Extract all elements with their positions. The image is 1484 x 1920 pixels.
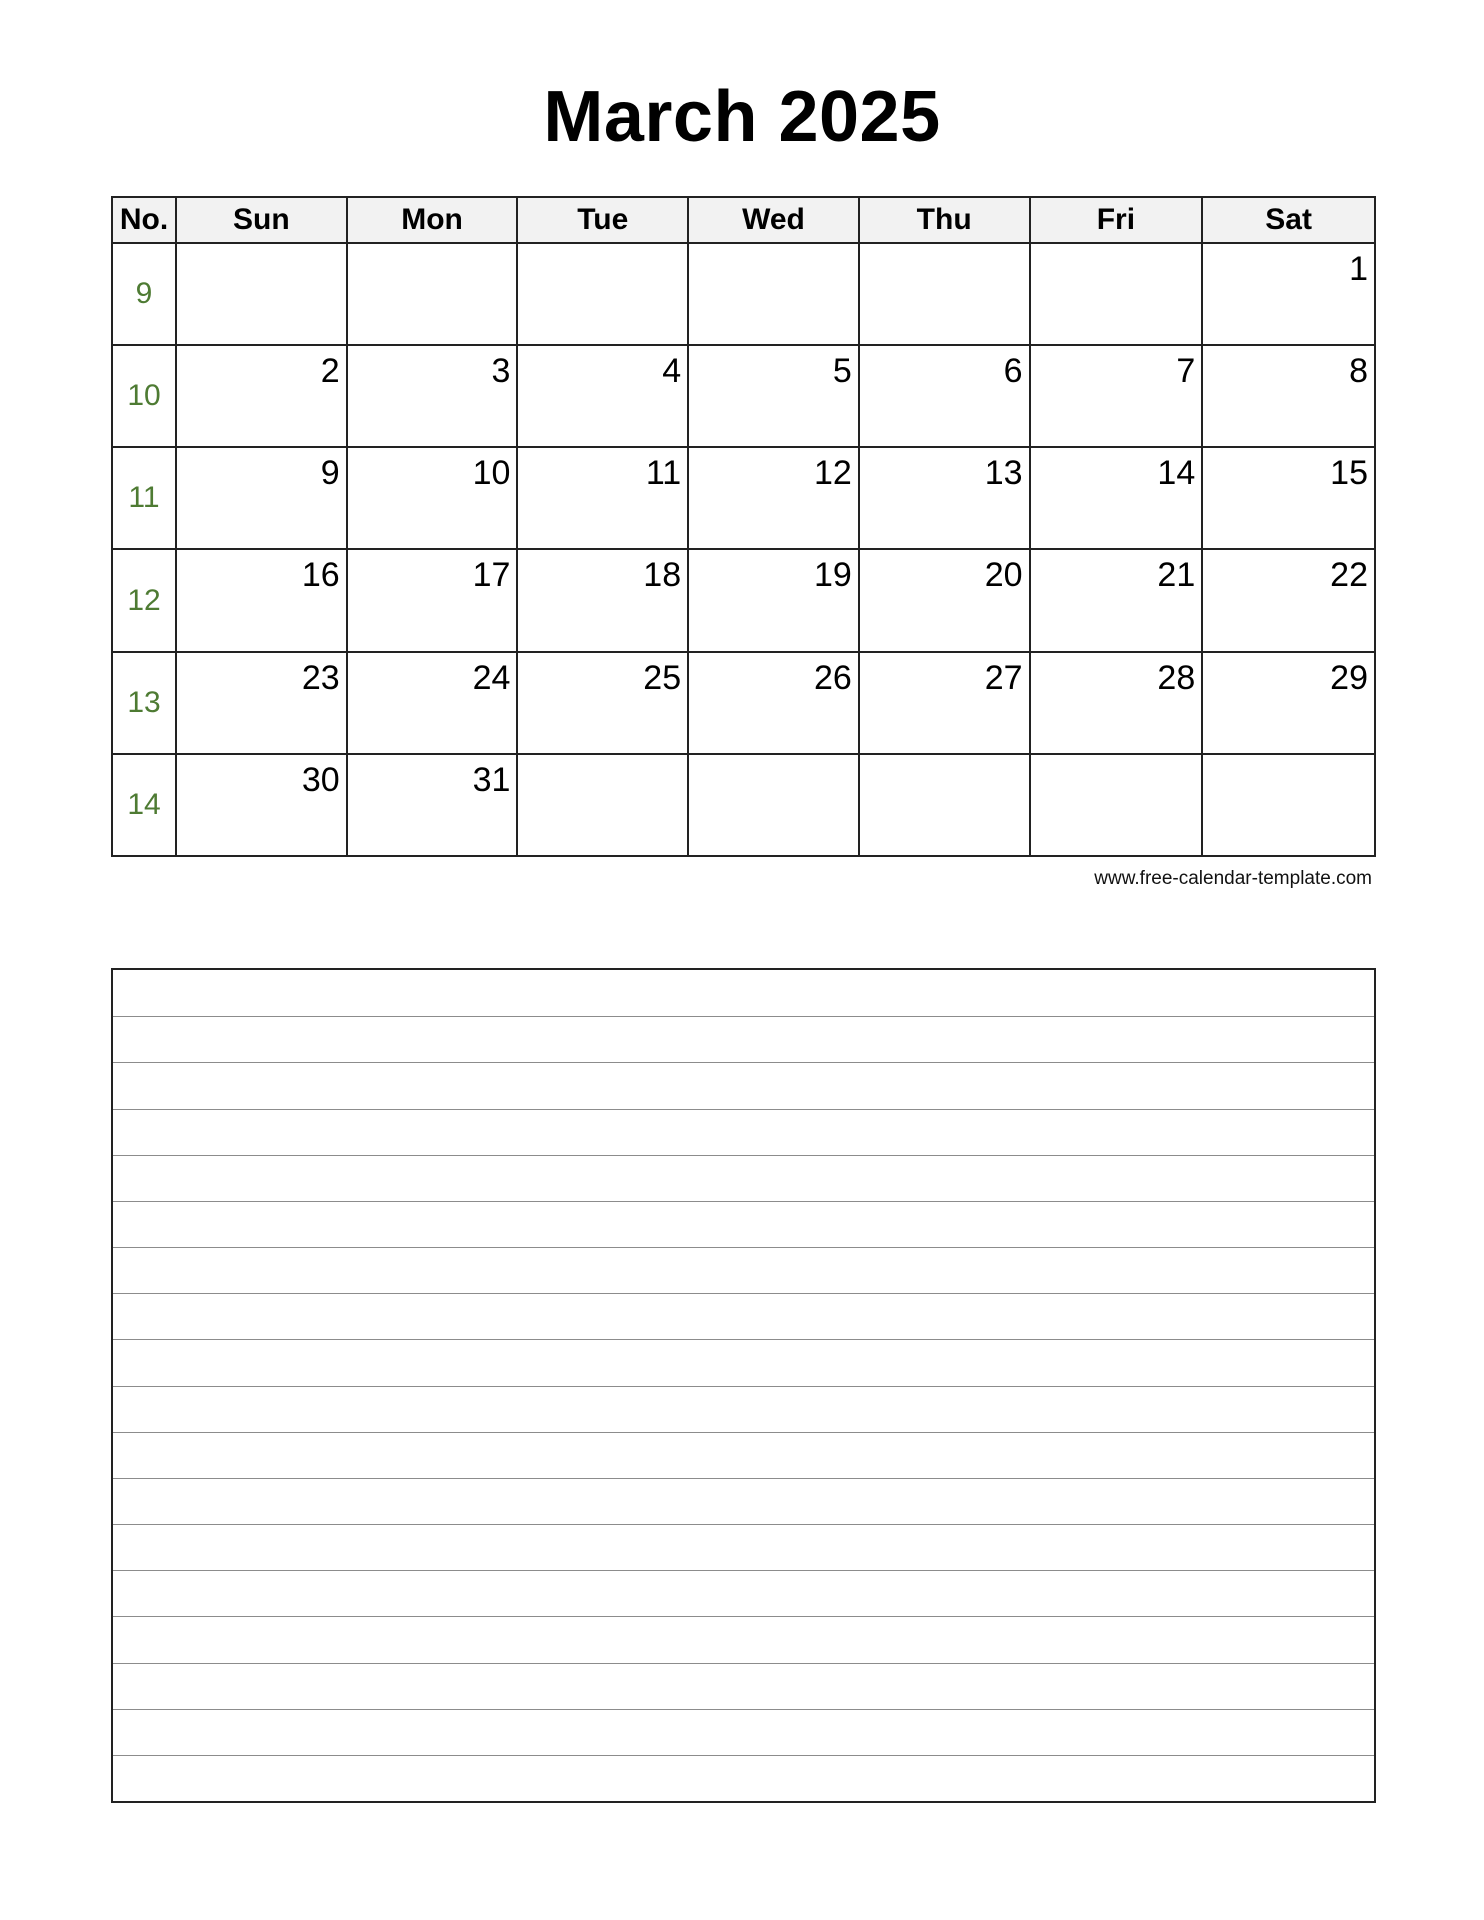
day-cell[interactable] [859,652,1030,754]
day-number: 6 [1003,352,1023,391]
website-link[interactable]: www.free-calendar-template.com [1094,868,1372,889]
day-number: 19 [813,556,852,595]
day-cell[interactable] [1202,345,1375,447]
day-cell[interactable] [176,549,347,651]
note-line [113,1709,1374,1710]
day-number: 8 [1349,352,1368,391]
day-number: 15 [1330,454,1368,493]
note-line [113,1155,1374,1156]
day-cell[interactable] [859,345,1030,447]
header-wed: Wed [688,197,859,243]
week-number: 13 [112,652,176,754]
day-cell[interactable] [859,447,1030,549]
day-number: 1 [1349,250,1368,288]
day-number: 11 [645,454,682,493]
day-number: 18 [643,556,682,595]
day-number: 27 [984,658,1023,697]
day-number: 23 [301,658,340,697]
day-number: 16 [301,556,340,595]
day-number: 25 [643,658,682,697]
day-cell[interactable] [1202,447,1375,549]
day-number: 29 [1330,658,1368,697]
week-number: 9 [112,243,176,345]
day-cell[interactable] [517,345,688,447]
header-sat: Sat [1202,197,1375,243]
note-line [113,1339,1374,1340]
day-cell[interactable] [347,652,518,754]
header-fri: Fri [1030,197,1203,243]
day-cell[interactable] [517,549,688,651]
day-cell[interactable] [688,652,859,754]
day-cell[interactable] [347,447,518,549]
day-cell[interactable] [1030,345,1203,447]
note-line [113,1524,1374,1525]
week-number: 11 [112,447,176,549]
week-row [112,652,1375,754]
day-cell[interactable] [517,754,688,856]
day-cell[interactable] [517,447,688,549]
day-cell[interactable] [1030,754,1203,856]
day-number: 13 [984,454,1023,493]
day-number: 17 [472,556,511,595]
week-row [112,447,1375,549]
note-line [113,1570,1374,1571]
day-cell[interactable] [1030,243,1203,345]
day-cell[interactable] [1202,652,1375,754]
note-line [113,1293,1374,1294]
day-number: 10 [472,454,511,493]
day-cell[interactable] [688,447,859,549]
header-thu: Thu [859,197,1030,243]
day-cell[interactable] [176,652,347,754]
day-cell[interactable] [347,243,518,345]
week-row [112,549,1375,651]
day-cell[interactable] [347,549,518,651]
day-cell[interactable] [517,243,688,345]
day-cell[interactable] [1030,652,1203,754]
day-cell[interactable] [688,549,859,651]
day-number: 14 [1157,454,1196,493]
week-number: 10 [112,345,176,447]
day-cell[interactable] [1030,447,1203,549]
notes-area[interactable] [111,968,1376,1803]
day-number: 5 [832,352,852,391]
day-cell[interactable] [347,754,518,856]
header-week-number: No. [112,197,176,243]
day-number: 9 [320,454,340,493]
day-number: 28 [1157,658,1196,697]
week-number: 14 [112,754,176,856]
weekday-header-row [112,197,1375,243]
note-line [113,1755,1374,1756]
note-line [113,1247,1374,1248]
day-number: 30 [301,760,340,799]
day-cell[interactable] [688,754,859,856]
week-row [112,345,1375,447]
note-line [113,1201,1374,1202]
day-number: 22 [1330,556,1368,595]
day-cell[interactable] [859,243,1030,345]
note-line [113,1062,1374,1063]
day-number: 12 [813,454,852,493]
day-number: 2 [320,352,340,391]
day-cell[interactable] [176,345,347,447]
day-cell[interactable] [176,243,347,345]
day-cell[interactable] [1202,754,1375,856]
note-line [113,1432,1374,1433]
day-number: 24 [472,658,511,697]
day-cell[interactable] [859,549,1030,651]
note-line [113,1616,1374,1617]
day-cell[interactable] [517,652,688,754]
week-row [112,754,1375,856]
note-line [113,1386,1374,1387]
day-cell[interactable] [859,754,1030,856]
note-line [113,1478,1374,1479]
header-tue: Tue [517,197,688,243]
day-cell[interactable] [1030,549,1203,651]
day-number: 31 [472,760,511,799]
day-cell[interactable] [688,345,859,447]
note-line [113,1663,1374,1664]
day-cell[interactable] [176,754,347,856]
day-cell[interactable] [1202,243,1375,345]
day-number: 7 [1176,352,1196,391]
calendar-grid [111,196,1376,857]
week-number: 12 [112,549,176,651]
page-title: March 2025 [543,77,941,157]
day-cell[interactable] [347,345,518,447]
day-number: 20 [984,556,1023,595]
header-mon: Mon [347,197,518,243]
header-sun: Sun [176,197,347,243]
week-row [112,243,1375,345]
note-line [113,1016,1374,1017]
day-number: 26 [813,658,852,697]
day-number: 21 [1157,556,1196,595]
day-cell[interactable] [1202,549,1375,651]
day-number: 4 [662,352,682,391]
day-cell[interactable] [688,243,859,345]
note-line [113,1109,1374,1110]
day-number: 3 [491,352,511,391]
day-cell[interactable] [176,447,347,549]
